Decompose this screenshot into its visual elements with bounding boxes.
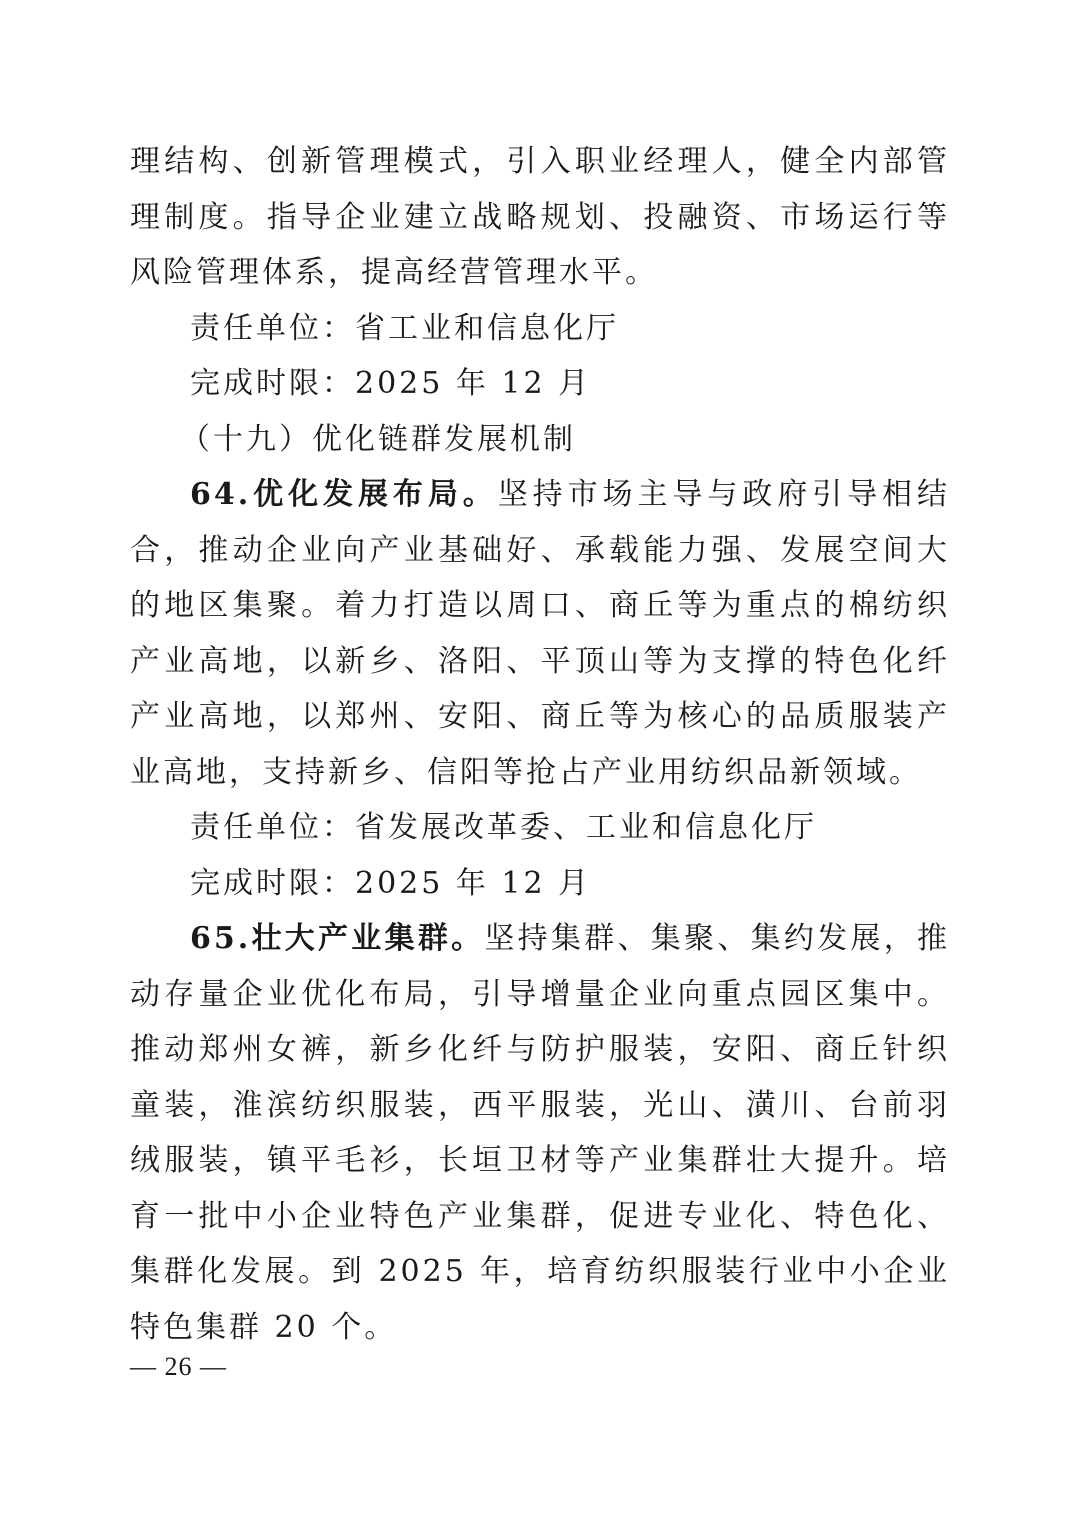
document-body (130, 134, 950, 1355)
item-64-body: 坚持市场主导与政府引导相结合，推动企业向产业基础好、承载能力强、发展空间大的地区集聚。着力打造以周口、商丘等为重点的棉纺织产业高地，以新乡、洛阳、平顶山等为支撑的特色化纤产业高地，以郑州、安阳、商丘等为核心的品质服装产业高地，支持新乡、信阳等抢占产业用纺织品新领域。 (130, 477, 950, 790)
item-65-paragraph (130, 911, 950, 1355)
responsible-unit-line: 责任单位：省发展改革委、工业和信息化厅 (190, 810, 817, 845)
paragraph-continued: 理结构、创新管理模式，引入职业经理人，健全内部管理制度。指导企业建立战略规划、投融资、市场运行等风险管理体系，提高经营管理水平。 (130, 144, 950, 290)
deadline-line: 完成时限：2025 年 12 月 (190, 865, 592, 901)
section-heading: （十九）优化链群发展机制 (180, 421, 576, 457)
item-65-title: 65.壮大产业集群。 (190, 921, 485, 956)
item-65-body: 坚持集群、集聚、集约发展，推动存量企业优化布局，引导增量企业向重点园区集中。推动郑州女裤，新乡化纤与防护服装，安阳、商丘针织童装，淮滨纺织服装，西平服装，光山、潢川、台前羽绒服装，镇平毛衫，长垣卫材等产业集群壮大提升。培育一批中小企业特色产业集群，促进专业化、特色化、集群化发展。到 2025 年，培育纺织服装行业中小企业特色集群 20 个。 (130, 921, 950, 1345)
item-64-title: 64.优化发展布局。 (190, 477, 498, 512)
responsible-unit-line: 责任单位：省工业和信息化厅 (190, 310, 619, 346)
page-number: — 26 — (130, 1352, 227, 1381)
deadline-line: 完成时限：2025 年 12 月 (190, 366, 592, 401)
item-64-paragraph (130, 467, 950, 800)
